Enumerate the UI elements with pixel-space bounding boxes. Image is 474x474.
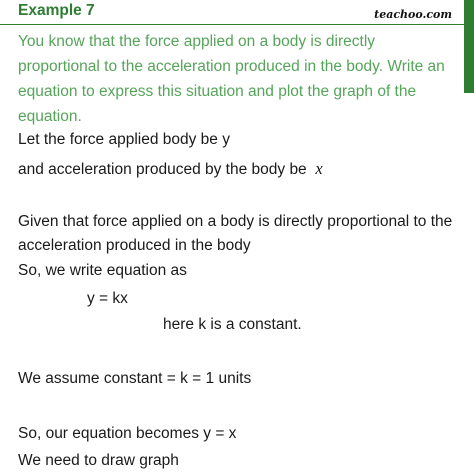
acceleration-variable: x [315,159,323,178]
teachoo-logo: teachoo.com [374,8,452,21]
example-title: Example 7 [18,2,95,19]
equation: y = kx [87,290,128,307]
question-text: You know that the force applied on a body is directly proportional to the acceleration produced in the body. Write an equation to express this situation and plot the graph of the equation. [18,33,445,125]
draw-graph-line: We need to draw graph [18,452,179,469]
acceleration-text: and acceleration produced by the body be [18,161,307,178]
header [0,0,474,24]
write-equation-line: So, we write equation as [18,262,187,279]
accent-bar [464,0,474,93]
assume-constant-line: We assume constant = k = 1 units [18,370,252,387]
let-force-line: Let the force applied body be y [18,131,230,148]
header-divider [0,24,474,25]
given-statement: Given that force applied on a body is directly proportional to the acceleration produced in the body [18,213,453,254]
constant-note: here k is a constant. [163,316,302,333]
equation-becomes-line: So, our equation becomes y = x [18,425,237,442]
acceleration-line [18,158,323,181]
